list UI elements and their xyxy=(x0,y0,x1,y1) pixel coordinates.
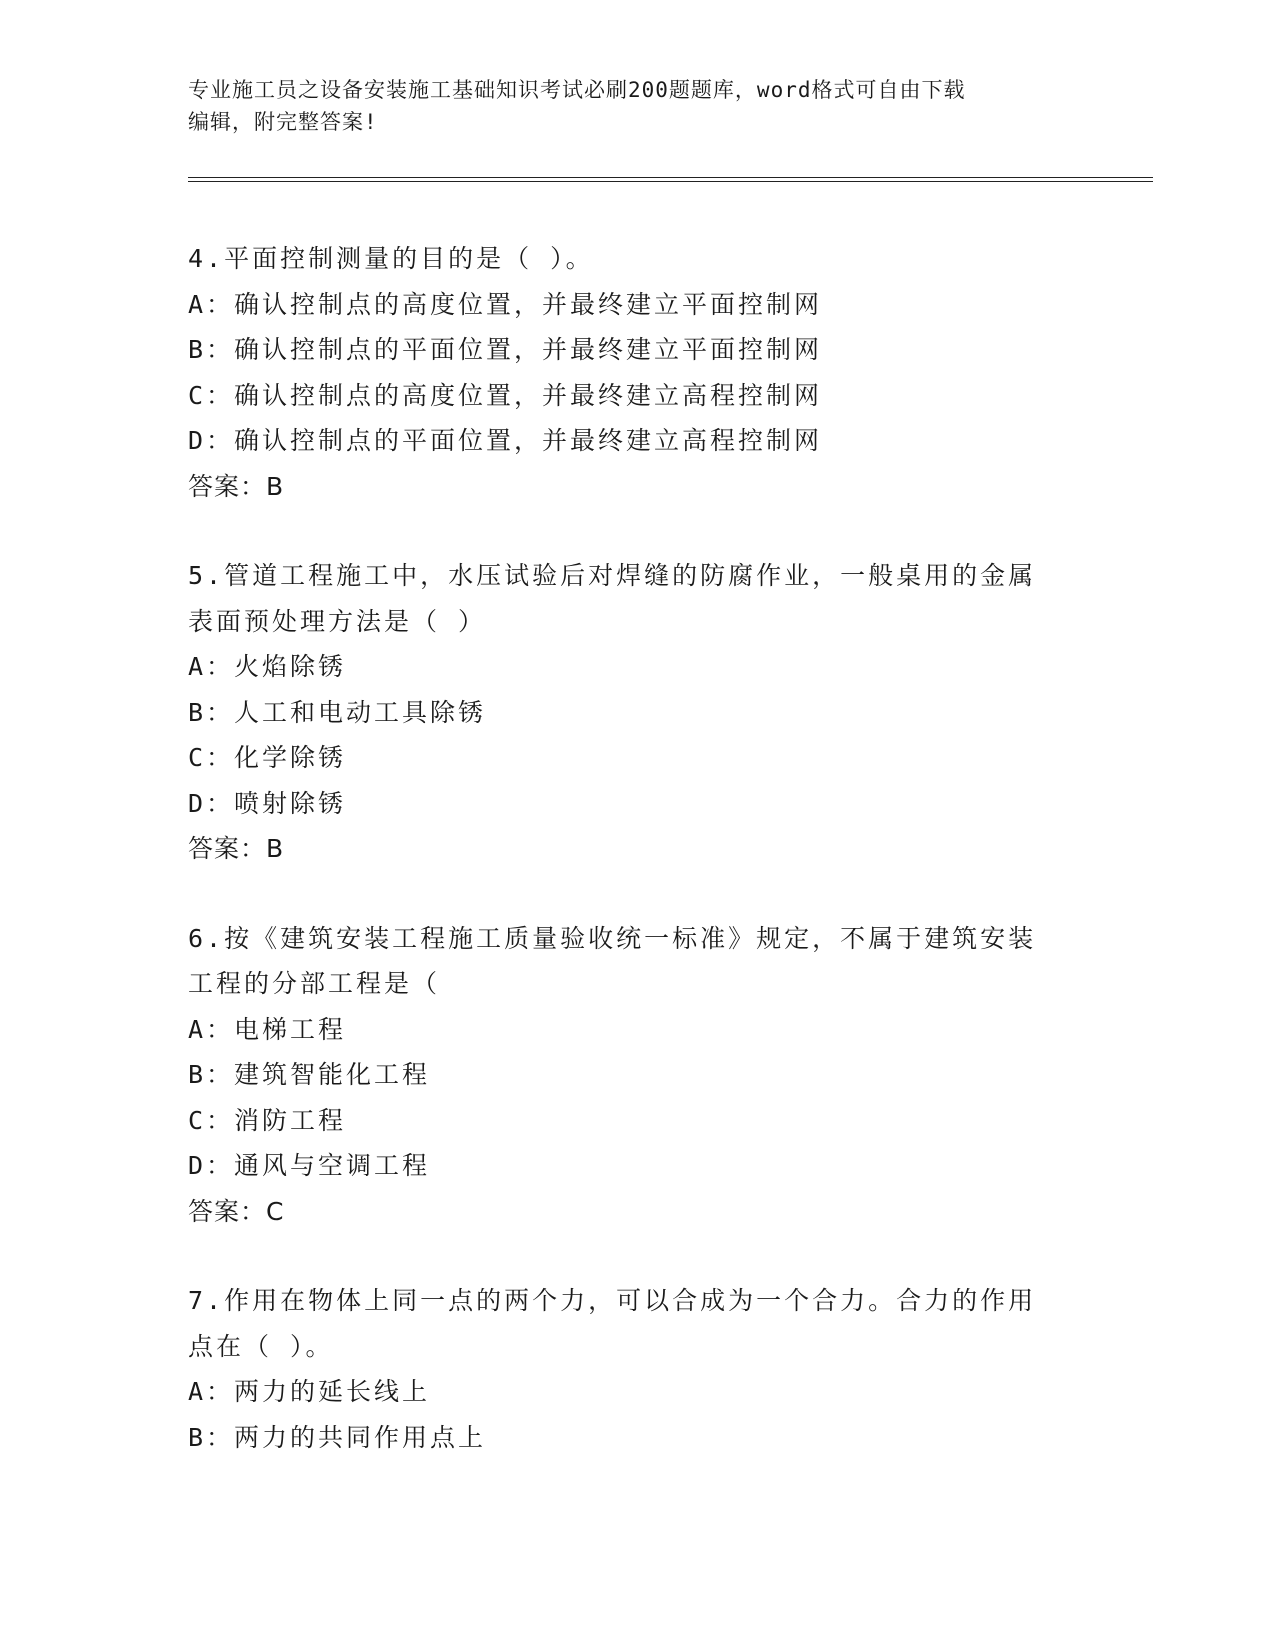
option-b: B：两力的共同作用点上 xyxy=(188,1422,487,1452)
option-b: B：确认控制点的平面位置，并最终建立平面控制网 xyxy=(188,335,823,364)
answer: 答案：B xyxy=(188,834,285,863)
answer: 答案：B xyxy=(188,471,285,501)
document-header xyxy=(188,74,1088,138)
header-divider-bottom xyxy=(188,181,1153,182)
stem-line: 工程的分部工程是（ xyxy=(188,969,441,998)
option-a: A：电梯工程 xyxy=(188,1014,347,1044)
question-stem xyxy=(188,916,1088,1007)
question-stem xyxy=(188,553,1088,644)
question-6 xyxy=(188,916,1088,1235)
stem-line: 表面预处理方法是（ ） xyxy=(188,606,487,636)
option-c: C：消防工程 xyxy=(188,1105,347,1135)
option-c: C：确认控制点的高度位置，并最终建立高程控制网 xyxy=(188,380,823,410)
question-stem xyxy=(188,236,1088,282)
option-d: D：确认控制点的平面位置，并最终建立高程控制网 xyxy=(188,426,823,455)
stem-line: 点在（ ）。 xyxy=(188,1331,334,1361)
option-d: D：通风与空调工程 xyxy=(188,1151,431,1180)
option-a: A：确认控制点的高度位置，并最终建立平面控制网 xyxy=(188,289,823,319)
option-b: B：人工和电动工具除锈 xyxy=(188,697,487,727)
question-4 xyxy=(188,236,1088,509)
answer: 答案：C xyxy=(188,1196,285,1226)
option-d: D：喷射除锈 xyxy=(188,788,347,818)
stem-line: 5.管道工程施工中，水压试验后对焊缝的防腐作业，一般桌用的金属 xyxy=(188,561,1037,590)
question-stem xyxy=(188,1278,1088,1369)
option-b: B：建筑智能化工程 xyxy=(188,1060,431,1089)
header-divider-top xyxy=(188,177,1153,178)
header-title-line-1: 专业施工员之设备安装施工基础知识考试必刷200题题库，word格式可自由下载 xyxy=(188,78,966,102)
stem-line: 7.作用在物体上同一点的两个力，可以合成为一个合力。合力的作用 xyxy=(188,1286,1037,1315)
stem-line: 4.平面控制测量的目的是（ ）。 xyxy=(188,244,594,273)
option-c: C：化学除锈 xyxy=(188,743,347,772)
question-7 xyxy=(188,1278,1088,1460)
header-title-line-2: 编辑，附完整答案! xyxy=(188,110,378,134)
option-a: A：火焰除锈 xyxy=(188,652,347,681)
option-a: A：两力的延长线上 xyxy=(188,1377,431,1406)
question-list xyxy=(188,236,1088,1504)
stem-line: 6.按《建筑安装工程施工质量验收统一标准》规定，不属于建筑安装 xyxy=(188,923,1037,953)
question-5 xyxy=(188,553,1088,872)
